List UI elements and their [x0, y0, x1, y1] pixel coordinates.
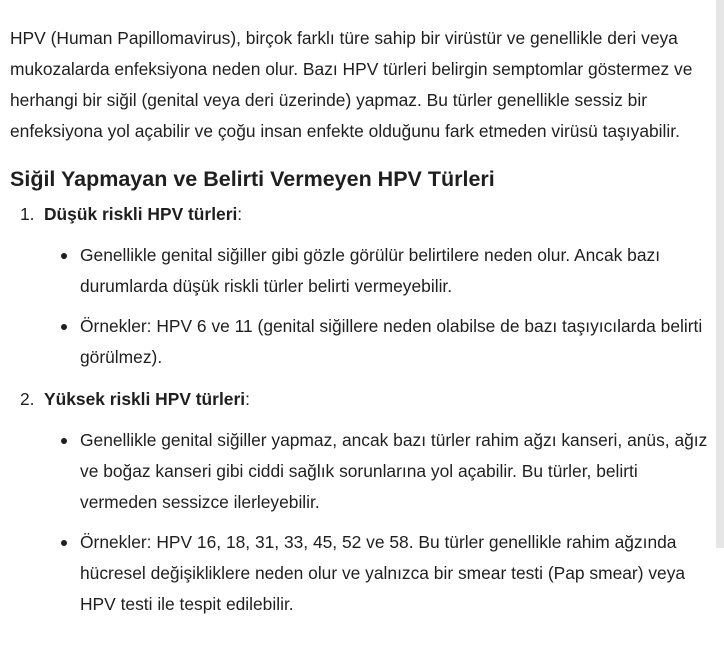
item-title: Düşük riskli HPV türleri	[44, 204, 238, 224]
bullet-list	[44, 425, 710, 620]
bullet-text: Genellikle genital siğiller gibi gözle görülür belirtilere neden olur. Ancak bazı durumlarda düşük riskli türler belirti vermeyebilir.	[80, 245, 661, 296]
bullet-dot-icon	[61, 253, 67, 259]
bullet-dot-icon	[61, 540, 67, 546]
bullet-item	[80, 311, 710, 373]
list-item-high-risk	[10, 384, 710, 620]
bullet-item	[80, 425, 710, 518]
bullet-list	[44, 240, 710, 373]
list-number: 2.	[20, 389, 35, 409]
bullet-text: Örnekler: HPV 16, 18, 31, 33, 45, 52 ve 58. Bu türler genellikle rahim ağzında hücresel değişikliklere neden olur ve yalnızca bir smear testi (Pap smear) veya HPV testi ile tespit edilebilir.	[80, 532, 686, 614]
bullet-item	[80, 527, 710, 620]
list-number: 1.	[20, 204, 35, 224]
hpv-type-list	[10, 199, 710, 620]
bullet-text: Genellikle genital siğiller yapmaz, ancak bazı türler rahim ağzı kanseri, anüs, ağız ve boğaz kanseri gibi ciddi sağlık sorunlarına yol açabilir. Bu türler, belirti vermeden sessizce ilerleyebilir.	[80, 430, 708, 512]
bullet-dot-icon	[61, 324, 67, 330]
bullet-item	[80, 240, 710, 302]
list-item-low-risk	[10, 199, 710, 373]
section-heading: Siğil Yapmayan ve Belirti Vermeyen HPV Türleri	[10, 167, 495, 191]
article-content	[10, 23, 710, 631]
bullet-dot-icon	[61, 438, 67, 444]
intro-paragraph: HPV (Human Papillomavirus), birçok farklı türe sahip bir virüstür ve genellikle deri veya mukozalarda enfeksiyona neden olur. Bazı HPV türleri belirgin semptomlar göstermez ve herhangi bir siğil (genital veya deri üzerinde) yapmaz. Bu türler genellikle sessiz bir enfeksiyona yol açabilir ve çoğu insan enfekte olduğunu fark etmeden virüsü taşıyabilir.	[10, 28, 693, 141]
scrollbar[interactable]	[716, 0, 724, 548]
item-title: Yüksek riskli HPV türleri	[44, 389, 246, 409]
bullet-text: Örnekler: HPV 6 ve 11 (genital siğillere neden olabilse de bazı taşıyıcılarda belirti görülmez).	[80, 316, 703, 367]
item-title-suffix: :	[245, 389, 250, 409]
item-title-suffix: :	[237, 204, 243, 224]
